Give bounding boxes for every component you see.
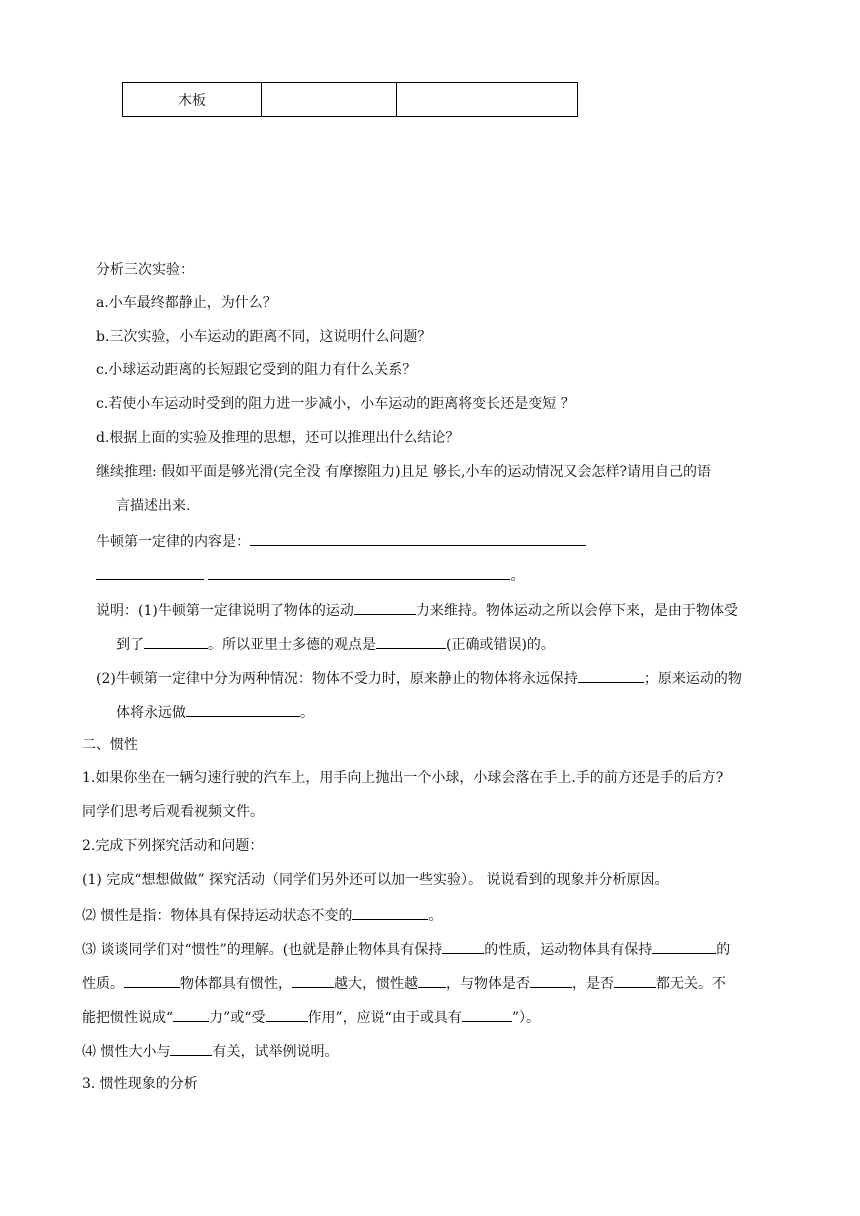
newton-law-line-2 xyxy=(96,564,524,586)
explain-line-4 xyxy=(116,701,314,723)
text: 到了 xyxy=(116,637,144,653)
text: 有关，试举例说明。 xyxy=(212,1044,339,1060)
text: ”）。 xyxy=(511,1010,540,1026)
fill-blank[interactable] xyxy=(652,938,716,954)
fill-blank[interactable] xyxy=(462,1006,512,1022)
inertia-q2-4 xyxy=(82,1040,338,1062)
fill-blank[interactable] xyxy=(266,1006,308,1022)
period: 。 xyxy=(510,568,525,584)
fill-blank[interactable] xyxy=(96,564,204,580)
question-d: d.根据上面的实验及推理的思想，还可以推理出什么结论？ xyxy=(96,430,460,446)
question-b: b.三次实验，小车运动的距离不同，这说明什么问题？ xyxy=(96,329,432,345)
fill-blank[interactable] xyxy=(208,564,510,580)
text: 作用”，应说“由于或具有 xyxy=(307,1010,462,1026)
fill-blank[interactable] xyxy=(250,530,586,546)
reasoning-line-2: 言描述出来. xyxy=(116,498,191,514)
text: 能把惯性说成“ xyxy=(82,1010,174,1026)
table-cell xyxy=(397,83,578,117)
fill-blank[interactable] xyxy=(530,972,572,988)
text: ，与物体是否 xyxy=(446,976,530,992)
inertia-q2-3-line-3 xyxy=(82,1006,540,1028)
fill-blank[interactable] xyxy=(442,938,484,954)
text: (正确或错误)的。 xyxy=(446,637,555,653)
text: 力”或“受 xyxy=(209,1010,266,1026)
fill-blank[interactable] xyxy=(170,1040,212,1056)
table-cell xyxy=(262,83,397,117)
text: ，是否 xyxy=(572,976,614,992)
fill-blank[interactable] xyxy=(578,667,644,683)
reasoning-line-1: 继续推理: 假如平面是够光滑(完全没 有摩擦阻力)且足 够长,小车的运动情况又会怎样?请用自己的语 xyxy=(96,464,711,480)
question-c2: c.若使小车运动时受到的阻力进一步减小，小车运动的距离将变长还是变短 ？ xyxy=(96,396,575,412)
explain-line-3 xyxy=(96,667,742,689)
text: 。 xyxy=(300,705,314,721)
explain-line-2 xyxy=(116,633,555,655)
fill-blank[interactable] xyxy=(292,972,334,988)
inertia-q1-line-2: 同学们思考后观看视频文件。 xyxy=(82,804,264,820)
text: 性质。 xyxy=(82,976,124,992)
fill-blank[interactable] xyxy=(354,599,416,615)
table-row xyxy=(123,83,578,117)
text: 都无关。不 xyxy=(656,976,726,992)
inertia-q2-3-line-1 xyxy=(82,938,730,960)
newton-law-label: 牛顿第一定律的内容是： xyxy=(96,534,250,550)
inertia-q2-2 xyxy=(82,904,442,926)
fill-blank[interactable] xyxy=(614,972,656,988)
question-c1: c.小球运动距离的长短跟它受到的阻力有什么关系？ xyxy=(96,362,417,378)
fill-blank[interactable] xyxy=(352,904,428,920)
text: (2)牛顿第一定律中分为两种情况：物体不受力时，原来静止的物体将永远保持 xyxy=(96,671,578,687)
fill-blank[interactable] xyxy=(376,633,446,649)
text: 的性质，运动物体具有保持 xyxy=(484,942,653,958)
fill-blank[interactable] xyxy=(418,972,446,988)
text: 。 xyxy=(428,908,443,924)
question-a: a.小车最终都静止，为什么？ xyxy=(96,295,277,311)
table-cell-surface: 木板 xyxy=(123,83,262,117)
explain-line-1 xyxy=(96,599,738,621)
text: ⑷ 惯性大小与 xyxy=(82,1044,171,1060)
text: 体将永远做 xyxy=(116,705,186,721)
text: 越大，惯性越 xyxy=(334,976,418,992)
newton-law-line xyxy=(96,530,586,552)
text: ⑶ 谈谈同学们对“惯性”的理解。(也就是静止物体具有保持 xyxy=(82,942,443,958)
inertia-q2-3-line-2 xyxy=(82,972,726,994)
inertia-q2-1: (1) 完成“想想做做” 探究活动（同学们另外还可以加一些实验）。 说说看到的现象并分析原因。 xyxy=(82,872,669,888)
text: 的 xyxy=(716,942,731,958)
text: ；原来运动的物 xyxy=(643,671,742,687)
surface-table xyxy=(122,82,578,117)
section-heading-inertia: 二、惯性 xyxy=(82,737,138,753)
fill-blank[interactable] xyxy=(124,972,180,988)
inertia-q3: 3. 惯性现象的分析 xyxy=(82,1076,198,1092)
fill-blank[interactable] xyxy=(173,1006,209,1022)
text: ⑵ 惯性是指：物体具有保持运动状态不变的 xyxy=(82,908,353,924)
inertia-q1-line-1: 1.如果你坐在一辆匀速行驶的汽车上，用手向上抛出一个小球，小球会落在手上.手的前方还是手的后方? xyxy=(82,770,724,786)
fill-blank[interactable] xyxy=(186,701,300,717)
text: 。所以亚里士多德的观点是 xyxy=(208,637,376,653)
text: 物体都具有惯性， xyxy=(180,976,292,992)
text: 说明：(1)牛顿第一定律说明了物体的运动 xyxy=(96,603,354,619)
inertia-q2: 2.完成下列探究活动和问题： xyxy=(82,838,264,854)
analysis-title: 分析三次实验： xyxy=(96,262,194,278)
text: 力来维持。物体运动之所以会停下来，是由于物体受 xyxy=(415,603,738,619)
fill-blank[interactable] xyxy=(144,633,208,649)
